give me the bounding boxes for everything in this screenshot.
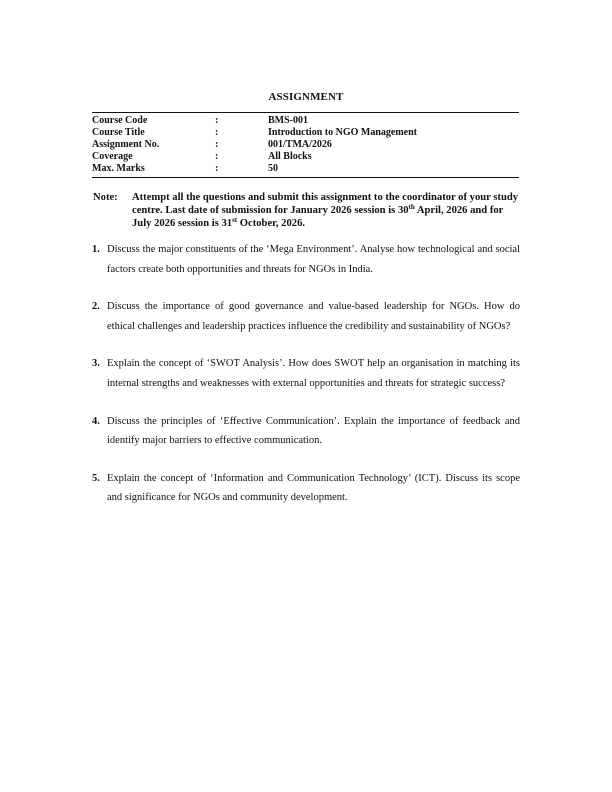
info-row-course-code: [92, 115, 519, 127]
info-row-coverage: [92, 151, 519, 163]
info-colon: :: [215, 151, 219, 162]
info-value: 50: [268, 163, 278, 174]
info-value: All Blocks: [268, 151, 312, 162]
submission-note: [93, 191, 521, 230]
info-value: Introduction to NGO Management: [268, 127, 417, 138]
note-text-part: April, 2026 and for July 2026 session is 31: [132, 205, 504, 229]
question-text: Explain the concept of ‘Information and Communication Technology’ (ICT). Discuss its scope and significance for NGOs and community development.: [107, 472, 520, 504]
info-value: BMS-001: [268, 115, 308, 126]
question-number: 5.: [92, 472, 100, 484]
questions-list: [92, 240, 520, 526]
ordinal-suffix: th: [408, 203, 415, 211]
info-row-assignment-no: [92, 139, 519, 151]
info-label: Assignment No.: [92, 139, 160, 150]
question-number: 3.: [92, 358, 100, 370]
info-colon: :: [215, 163, 219, 174]
question-text: Discuss the importance of good governance and value-based leadership for NGOs. How do ethical challenges and leadership practices influence the credibility and sustainability of NGOs?: [107, 301, 520, 332]
info-label: Coverage: [92, 151, 133, 162]
note-label: Note:: [93, 192, 118, 203]
info-label: Max. Marks: [92, 163, 145, 174]
info-row-course-title: [92, 127, 519, 139]
page-title: ASSIGNMENT: [268, 91, 344, 103]
info-colon: :: [215, 115, 219, 126]
note-text-part: Attempt all the questions and submit this assignment to the coordinator of your study centre. Last date of submission for January 2026 session is 30: [132, 192, 519, 216]
info-label: Course Title: [92, 127, 145, 138]
question-number: 2.: [92, 301, 100, 313]
note-text: [132, 191, 521, 230]
ordinal-suffix: st: [232, 216, 238, 224]
question-item: [92, 240, 520, 279]
question-text: Explain the concept of ‘SWOT Analysis’. How does SWOT help an organisation in matching its internal strengths and weaknesses with external opportunities and threats for strategic success?: [107, 358, 520, 389]
question-text: Discuss the major constituents of the ‘Mega Environment’. Analyse how technological and social factors create both opportunities and threats for NGOs in India.: [107, 244, 520, 275]
question-item: [92, 412, 520, 451]
question-number: 4.: [92, 415, 100, 427]
info-label: Course Code: [92, 115, 148, 126]
question-number: 1.: [92, 244, 100, 255]
question-item: [92, 469, 520, 508]
info-value: 001/TMA/2026: [268, 139, 332, 150]
question-text: Discuss the principles of ‘Effective Communication’. Explain the importance of feedback and identify major barriers to effective communication.: [107, 415, 520, 447]
info-colon: :: [215, 139, 219, 150]
info-row-max-marks: [92, 163, 519, 175]
course-info-table: [92, 112, 519, 178]
question-item: [92, 297, 520, 336]
question-item: [92, 354, 520, 393]
note-text-part: October, 2026.: [237, 218, 306, 229]
info-colon: :: [215, 127, 219, 138]
